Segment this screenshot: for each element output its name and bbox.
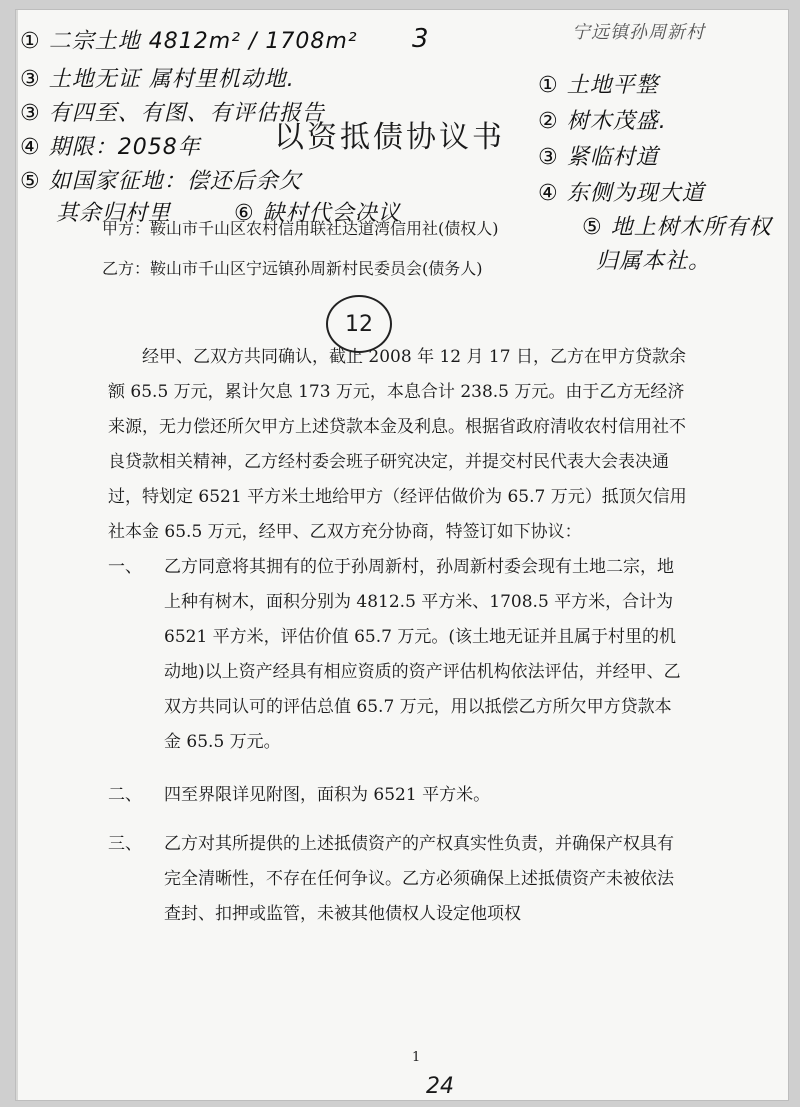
handwritten-right-note-6: 归属本社。 — [596, 249, 712, 274]
clause-1 — [108, 550, 688, 760]
intro-paragraph: 经甲、乙双方共同确认，截止 2008 年 12 月 17 日，乙方在甲方贷款余额 65.5 万元，累计欠息 173 万元，本息合计 238.5 万元。由于乙方无经济来源，无力偿还所欠甲方上述贷款本金及利息。根据省政府清收农村信用社不良贷款相关精神，乙方经村委会班子研究决定，并提交村民代表大会表决通过，特划定 6521 平方米土地给甲方（经评估做价为 65.7 万元）抵顶欠信用社本金 65.5 万元，经甲、乙双方充分协商，特签订如下协议： — [108, 347, 687, 542]
handwritten-right-note-3: ③ 紧临村道 — [538, 145, 659, 170]
clause-2-text: 四至界限详见附图，面积为 6521 平方米。 — [164, 785, 491, 805]
clause-3 — [108, 827, 688, 932]
handwritten-number: 3 — [412, 24, 430, 54]
handwritten-note-6: 其余归村里 — [56, 201, 172, 226]
handwritten-top-right-note: 宁远镇孙周新村 — [572, 22, 705, 43]
handwritten-note-3: ③ 有四至、有图、有评估报告 — [20, 101, 325, 126]
handwritten-page-number: 24 — [426, 1074, 454, 1099]
document-title: 以资抵债协议书 — [274, 120, 505, 155]
handwritten-right-note-5: ⑤ 地上树木所有权 — [582, 215, 772, 240]
page-edge — [16, 10, 18, 1100]
handwritten-right-note-1: ① 土地平整 — [538, 73, 659, 98]
party-a: 甲方：鞍山市千山区农村信用联社达道湾信用社(债权人) — [102, 219, 499, 238]
party-b: 乙方：鞍山市千山区宁远镇孙周新村民委员会(债务人) — [102, 259, 483, 278]
circled-number: 12 — [345, 311, 373, 337]
handwritten-note-1: ① 二宗土地 4812m² / 1708m² — [20, 29, 358, 54]
clause-1-text: 乙方同意将其拥有的位于孙周新村，孙周新村委会现有土地二宗，地上种有树木，面积分别为 4812.5 平方米、1708.5 平方米，合计为 6521 平方米，评估价值 65.7 万元。(该土地无证并且属于村里的机动地)以上资产经具有相应资质的资产评估机构依法评估，并经甲、乙双方共同认可的评估总值 65.7 万元，用以抵偿乙方所欠甲方贷款本金 65.5 万元。 — [164, 557, 681, 752]
handwritten-right-note-2: ② 树木茂盛. — [538, 109, 667, 134]
agreement-body — [108, 340, 688, 932]
clause-2-number: 二、 — [108, 785, 142, 805]
page-number: 1 — [412, 1050, 421, 1065]
handwritten-note-7: ⑥ 缺村代会决议 — [234, 201, 401, 226]
handwritten-note-5: ⑤ 如国家征地：偿还后余欠 — [20, 169, 302, 194]
document-page — [16, 10, 788, 1100]
clause-3-number: 三、 — [108, 834, 142, 854]
clause-1-number: 一、 — [108, 557, 142, 577]
handwritten-note-4: ④ 期限：2058年 — [20, 135, 201, 160]
handwritten-note-2: ③ 土地无证 属村里机动地. — [20, 67, 295, 92]
handwritten-right-note-4: ④ 东侧为现大道 — [538, 181, 705, 206]
clause-2 — [108, 778, 688, 813]
clause-3-text: 乙方对其所提供的上述抵债资产的产权真实性负责，并确保产权具有完全清晰性，不存在任何争议。乙方必须确保上述抵债资产未被依法查封、扣押或监管，未被其他债权人设定他项权 — [164, 834, 674, 924]
